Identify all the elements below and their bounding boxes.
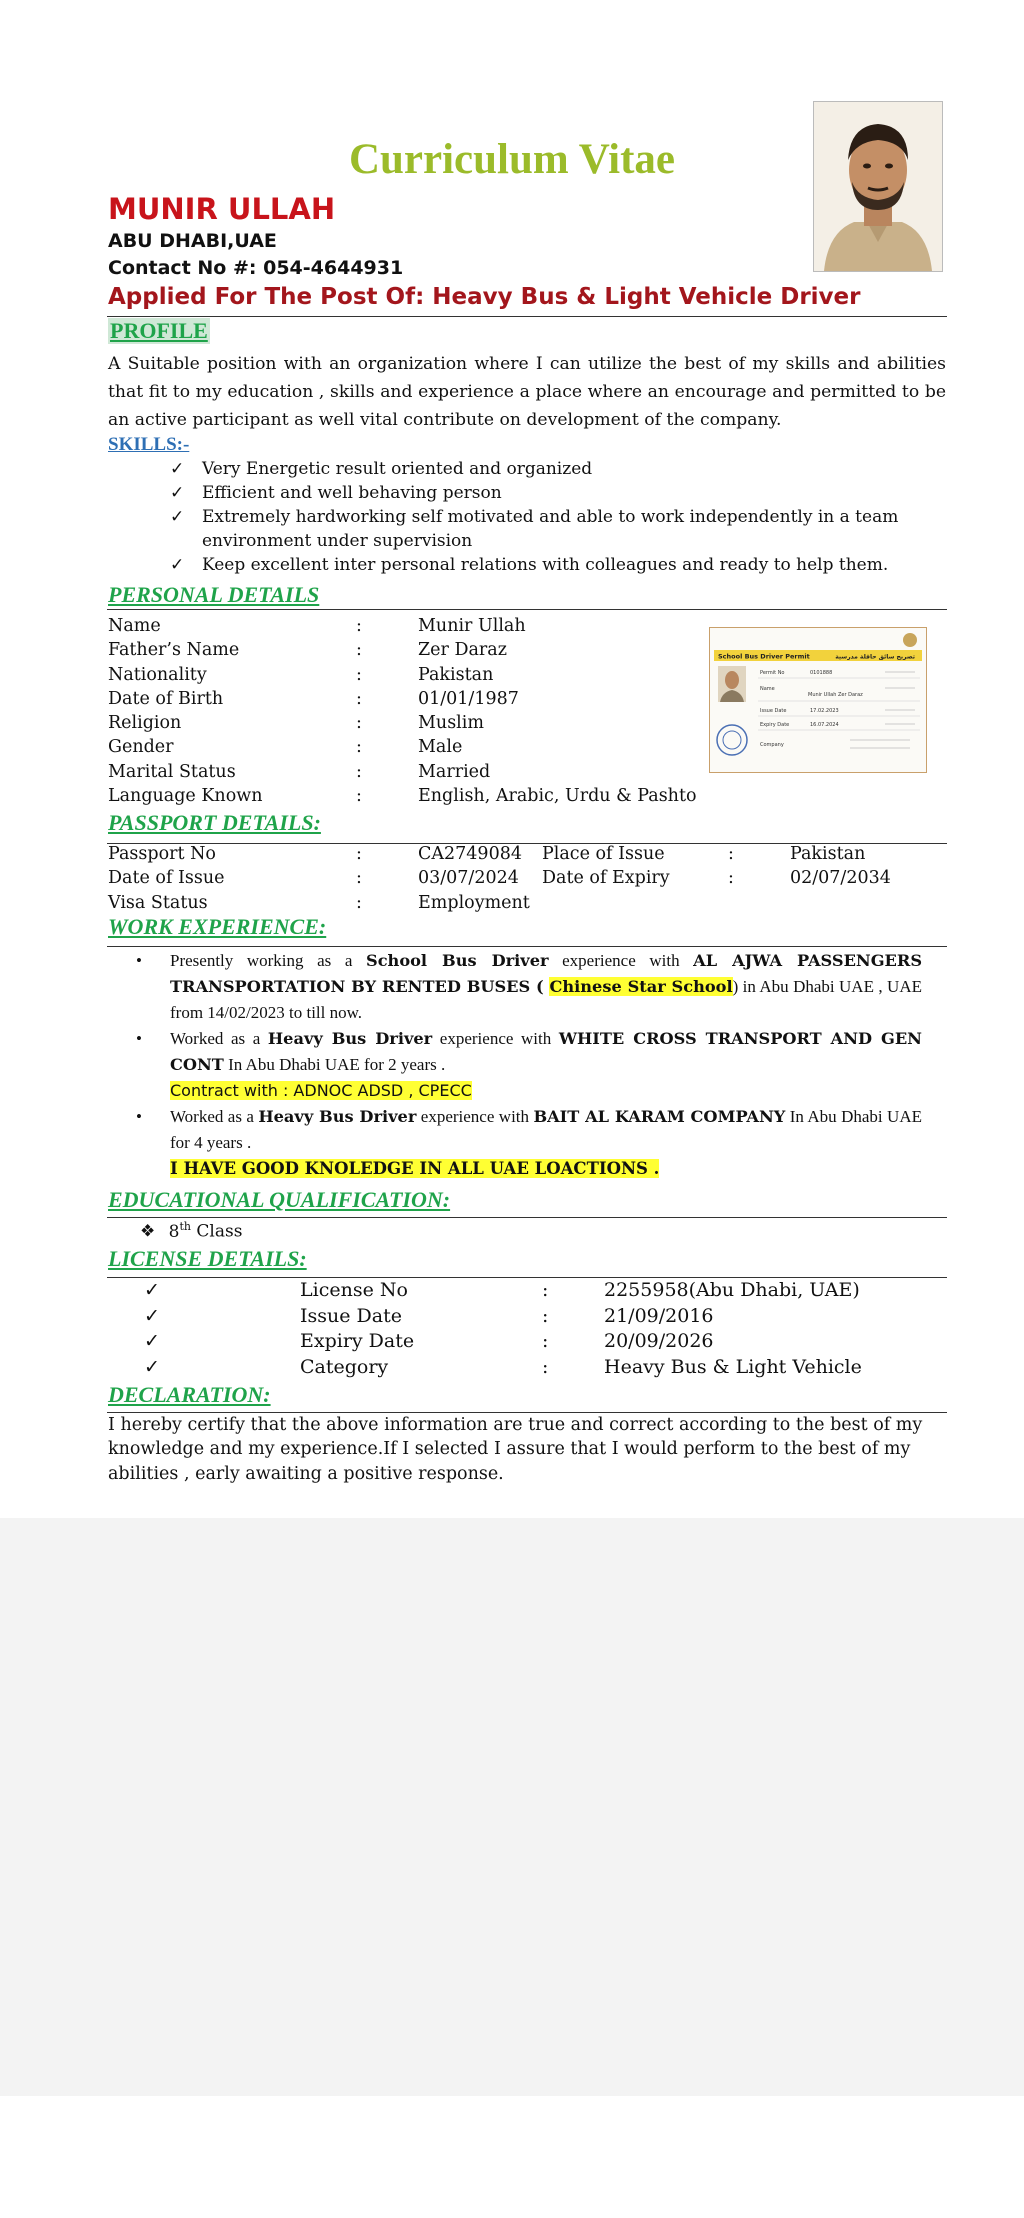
table-row: Nationality : Pakistan bbox=[108, 664, 494, 685]
table-row: Marital Status : Married bbox=[108, 761, 491, 782]
diamond-bullet-icon: ❖ bbox=[140, 1221, 156, 1242]
table-row: Father’s Name : Zer Daraz bbox=[108, 640, 507, 661]
check-icon: ✓ bbox=[144, 1304, 160, 1327]
check-icon: ✓ bbox=[170, 483, 185, 503]
education-heading: EDUCATIONAL QUALIFICATION: bbox=[108, 1187, 451, 1212]
check-icon: ✓ bbox=[144, 1355, 160, 1378]
list-item: • Worked as a Heavy Bus Driver experience with BAIT AL KARAM COMPANY In Abu Dhabi UAE for 4 years . I HAVE GOOD KNOLEDGE IN ALL UAE LOACTIONS . bbox=[108, 1104, 922, 1182]
profile-text: A Suitable position with an organization where I can utilize the best of my skills and abilities that fit to my education , skills and experience a place where an encourage and permitted to be an active participant as well vital contribute on development of the company. bbox=[108, 354, 946, 430]
table-row: ✓ Category : Heavy Bus & Light Vehicle bbox=[144, 1355, 862, 1378]
applied-post bbox=[108, 284, 860, 310]
bullet-icon: • bbox=[136, 951, 142, 970]
driver-permit-card bbox=[709, 627, 927, 773]
candidate-name: MUNIR ULLAH bbox=[108, 192, 336, 226]
personal-details-heading: PERSONAL DETAILS bbox=[108, 582, 320, 607]
permit-value: 16.07.2024 bbox=[810, 722, 839, 728]
declaration-heading: DECLARATION: bbox=[108, 1382, 271, 1407]
license-heading: LICENSE DETAILS: bbox=[108, 1246, 307, 1271]
contact-number: 054-4644931 bbox=[263, 257, 404, 279]
check-icon: ✓ bbox=[144, 1330, 160, 1352]
profile-photo bbox=[813, 101, 943, 272]
list-item: • Worked as a Heavy Bus Driver experience with WHITE CROSS TRANSPORT AND GEN CONT In Abu Dhabi UAE for 2 years . Contract with : ADNOC ADSD , CPECC bbox=[108, 1026, 922, 1104]
license-details-table bbox=[108, 1279, 946, 1381]
list-item: ✓ Extremely hardworking self motivated and able to work independently in a team environment under supervision bbox=[170, 507, 899, 551]
table-row: Language Known : English, Arabic, Urdu & Pashto bbox=[108, 786, 697, 807]
cv-title: Curriculum Vitae bbox=[348, 136, 676, 183]
permit-label: Expiry Date bbox=[760, 722, 790, 728]
work-experience-list bbox=[108, 948, 922, 1182]
divider bbox=[107, 316, 947, 317]
permit-value: 0101888 bbox=[810, 670, 833, 676]
permit-arabic-title: تصريح سائق حافلة مدرسية bbox=[835, 653, 915, 661]
profile-heading: PROFILE bbox=[110, 318, 208, 343]
list-item: ✓ Efficient and well behaving person bbox=[170, 483, 502, 503]
work-experience-heading: WORK EXPERIENCE: bbox=[108, 914, 327, 939]
viewer-background bbox=[0, 1518, 1024, 2096]
passport-details-heading: PASSPORT DETAILS: bbox=[108, 810, 321, 835]
highlighted-school: Chinese Star School bbox=[549, 977, 733, 996]
divider bbox=[107, 1277, 947, 1278]
table-row: Passport No : CA2749084 Place of Issue : Pakistan bbox=[108, 844, 866, 864]
divider bbox=[107, 946, 947, 947]
contact-line bbox=[108, 257, 403, 279]
permit-title: School Bus Driver Permit bbox=[718, 652, 810, 661]
table-row: Visa Status : Employment bbox=[108, 892, 530, 913]
skills-list bbox=[170, 457, 930, 577]
table-row: Religion : Muslim bbox=[108, 713, 484, 734]
permit-label: Permit No bbox=[760, 670, 785, 676]
permit-label: Issue Date bbox=[760, 708, 787, 714]
table-row: ✓ License No : 2255958(Abu Dhabi, UAE) bbox=[144, 1279, 860, 1301]
permit-value: 17.02.2023 bbox=[810, 708, 839, 714]
permit-value: Munir Ullah Zer Daraz bbox=[808, 692, 863, 698]
contact-label: Contact No #: bbox=[108, 257, 257, 279]
passport-details-table bbox=[108, 844, 946, 917]
permit-label: Company bbox=[760, 742, 784, 748]
bullet-icon: • bbox=[136, 1029, 142, 1048]
contract-note: Contract with : ADNOC ADSD , CPECC bbox=[170, 1081, 472, 1100]
knowledge-note: I HAVE GOOD KNOLEDGE IN ALL UAE LOACTIONS . bbox=[170, 1159, 660, 1178]
table-row: Gender : Male bbox=[108, 737, 463, 758]
personal-details-table bbox=[108, 616, 708, 810]
check-icon: ✓ bbox=[144, 1279, 160, 1301]
table-row: Date of Issue : 03/07/2024 Date of Expiry : 02/07/2034 bbox=[108, 868, 891, 889]
divider bbox=[107, 1217, 947, 1218]
skills-heading: SKILLS:- bbox=[108, 434, 190, 455]
check-icon: ✓ bbox=[170, 507, 185, 527]
list-item: • Presently working as a School Bus Driver experience with AL AJWA PASSENGERS TRANSPORTATION BY RENTED BUSES ( Chinese Star School) in Abu Dhabi UAE , UAE from 14/02/2023 to till now. bbox=[108, 948, 922, 1026]
bullet-icon: • bbox=[136, 1107, 142, 1126]
check-icon: ✓ bbox=[170, 555, 185, 575]
declaration-text: I hereby certify that the above information are true and correct according to the best of my knowledge and my experience.If I selected I assure that I would perform to the best of my abilities , early awaiting a positive response. bbox=[108, 1415, 923, 1484]
table-row: ✓ Expiry Date : 20/09/2026 bbox=[144, 1330, 714, 1352]
table-row: Date of Birth : 01/01/1987 bbox=[108, 688, 519, 709]
candidate-address: ABU DHABI,UAE bbox=[108, 230, 277, 252]
list-item: ✓ Keep excellent inter personal relations with colleagues and ready to help them. bbox=[170, 555, 889, 575]
list-item: ✓ Very Energetic result oriented and organized bbox=[170, 459, 593, 479]
applied-value: Heavy Bus & Light Vehicle Driver bbox=[432, 284, 861, 310]
table-row: ✓ Issue Date : 21/09/2016 bbox=[144, 1304, 714, 1327]
applied-label: Applied For The Post Of: bbox=[108, 284, 425, 310]
check-icon: ✓ bbox=[170, 459, 185, 479]
divider bbox=[107, 609, 947, 610]
permit-label: Name bbox=[760, 686, 775, 692]
table-row: Name : Munir Ullah bbox=[108, 616, 526, 636]
education-item: ❖ 8th Class bbox=[140, 1220, 243, 1242]
